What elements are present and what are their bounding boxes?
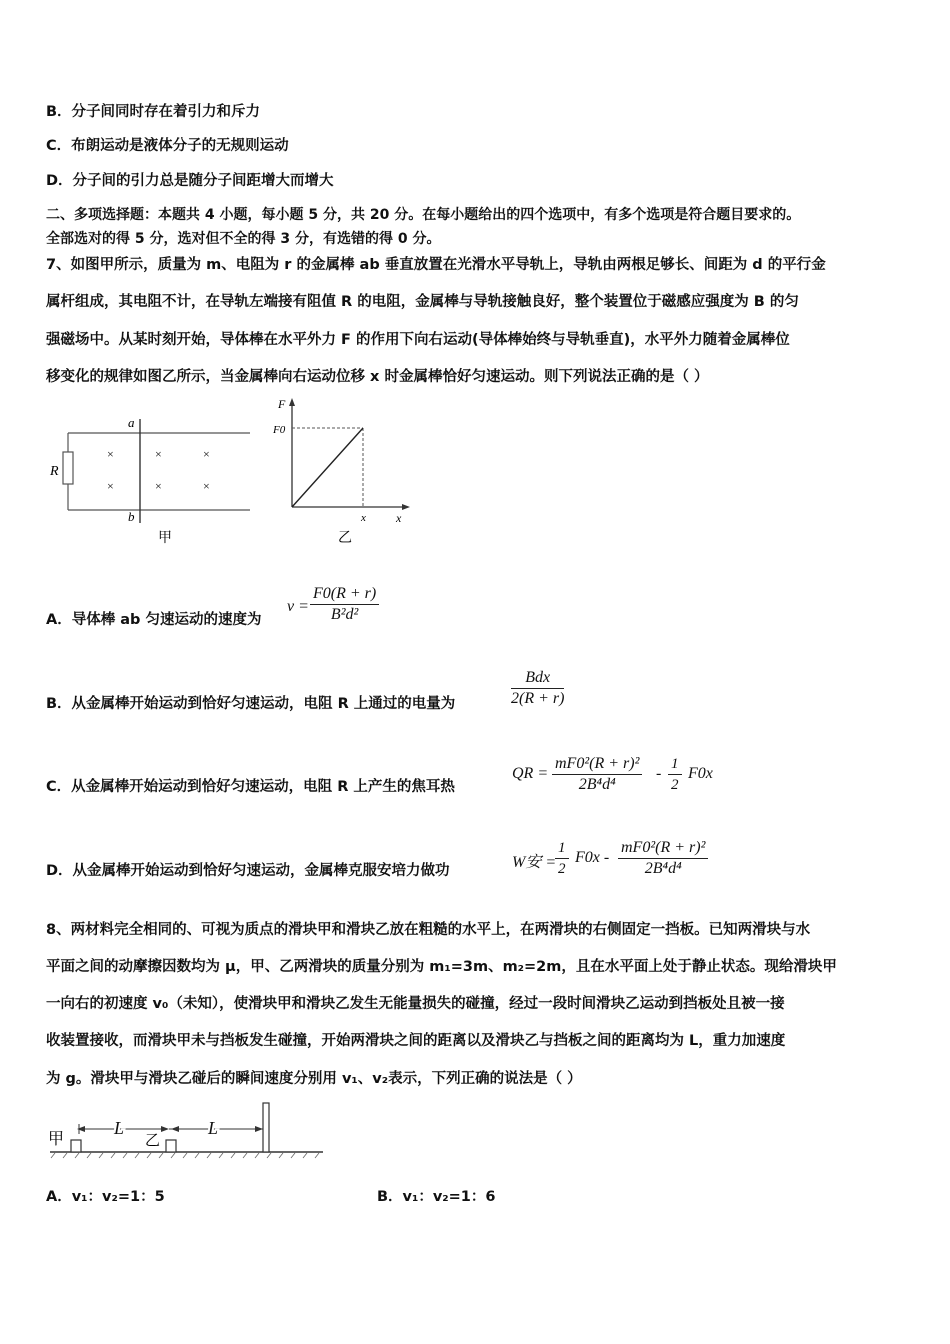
- q7-option-c-fraction: [552, 754, 642, 795]
- section-header-line2: 全部选对的得 5 分，选对但不全的得 3 分，有选错的得 0 分。: [46, 231, 441, 247]
- label-r: R: [50, 464, 59, 479]
- fraction-denominator: 2(R + r): [511, 690, 565, 707]
- q6-option-c: C．布朗运动是液体分子的无规则运动: [46, 138, 289, 154]
- q7-stem-line4: 移变化的规律如图乙所示，当金属棒向右运动位移 x 时金属棒恰好匀速运动。则下列说法正确的是（ ）: [46, 369, 709, 385]
- q7-option-b-fraction: [511, 668, 564, 709]
- fraction-numerator: mF0²(R + r)²: [552, 754, 642, 775]
- q7-option-d-mid: F0x -: [575, 849, 610, 866]
- q7-option-c-half: [668, 754, 682, 795]
- field-mark: ×: [203, 447, 210, 461]
- fraction-numerator: Bdx: [511, 668, 564, 689]
- q7-option-d-lhs: W安 =: [512, 854, 557, 871]
- resistor-symbol: [63, 452, 73, 484]
- fraction-numerator: mF0²(R + r)²: [618, 838, 708, 859]
- q7-option-c-text: C．从金属棒开始运动到恰好匀速运动，电阻 R 上产生的焦耳热: [46, 779, 455, 795]
- q8-stem-line3: 一向右的初速度 v₀（未知），使滑块甲和滑块乙发生无能量损失的碰撞，经过一段时间滑块乙运动到挡板处且被一接: [46, 996, 785, 1012]
- distance-label-l2: L: [208, 1118, 219, 1138]
- slider-jia: [71, 1140, 81, 1152]
- fraction-numerator: F0(R + r): [310, 584, 379, 605]
- distance-label-l1: L: [114, 1118, 125, 1138]
- q8-option-b: B．v₁：v₂=1：6: [377, 1189, 496, 1205]
- field-mark: ×: [155, 479, 162, 493]
- q7-option-a-lhs: v =: [287, 598, 309, 615]
- fraction-denominator: 2B⁴d⁴: [644, 860, 682, 877]
- fraction-denominator: 2: [671, 777, 679, 793]
- caption-yi: 乙: [338, 531, 352, 546]
- force-line: [292, 428, 363, 507]
- fraction-denominator: 2B⁴d⁴: [578, 776, 616, 793]
- q7-option-b-text: B．从金属棒开始运动到恰好匀速运动，电阻 R 上通过的电量为: [46, 696, 456, 712]
- q6-option-d: D．分子间的引力总是随分子间距增大而增大: [46, 173, 334, 189]
- q7-option-c-tail: F0x: [688, 765, 713, 782]
- baffle: [263, 1103, 269, 1152]
- q7-stem-line3: 强磁场中。从某时刻开始，导体棒在水平外力 F 的作用下向右运动(导体棒始终与导轨垂直)，水平外力随着金属棒位: [46, 332, 790, 348]
- q8-option-a: A．v₁：v₂=1：5: [46, 1189, 165, 1205]
- q7-option-d-text: D．从金属棒开始运动到恰好匀速运动，金属棒克服安培力做功: [46, 863, 450, 879]
- q7-option-a-fraction: [310, 584, 379, 625]
- field-mark: ×: [107, 447, 114, 461]
- axis-f-label: F: [278, 397, 286, 411]
- fraction-numerator: 1: [555, 838, 569, 859]
- label-yi: 乙: [145, 1133, 161, 1149]
- q8-stem-line1: 8、两材料完全相同的、可视为质点的滑块甲和滑块乙放在粗糙的水平上，在两滑块的右侧固定一挡板。已知两滑块与水: [46, 922, 811, 938]
- field-mark: ×: [107, 479, 114, 493]
- axis-x-label: x: [396, 511, 402, 525]
- figure-yi: [270, 395, 415, 550]
- q8-stem-line2: 平面之间的动摩擦因数均为 μ，甲、乙两滑块的质量分别为 m₁=3m、m₂=2m，且在水平面上处于静止状态。现给滑块甲: [46, 959, 837, 975]
- fraction-denominator: 2: [558, 861, 566, 877]
- section-header-line1: 二、多项选择题：本题共 4 小题，每小题 5 分，共 20 分。在每小题给出的四个选项中，有多个选项是符合题目要求的。: [46, 207, 801, 223]
- figure-sliders: [45, 1098, 330, 1160]
- slider-yi: [166, 1140, 176, 1152]
- caption-jia: 甲: [158, 531, 172, 546]
- field-mark: ×: [155, 447, 162, 461]
- q7-option-d-half: [555, 838, 569, 879]
- field-mark: ×: [203, 479, 210, 493]
- x-tick-label: x: [361, 512, 366, 524]
- fraction-denominator: B²d²: [330, 606, 359, 623]
- f0-label: F0: [273, 424, 286, 436]
- q6-option-b: B．分子间同时存在着引力和斥力: [46, 104, 261, 120]
- q7-option-d-fraction: [618, 838, 708, 879]
- q8-stem-line4: 收装置接收，而滑块甲未与挡板发生碰撞，开始两滑块之间的距离以及滑块乙与挡板之间的距离均为 L，重力加速度: [46, 1033, 786, 1049]
- label-b: b: [128, 509, 135, 524]
- q7-stem-line1: 7、如图甲所示，质量为 m、电阻为 r 的金属棒 ab 垂直放置在光滑水平导轨上，导轨由两根足够长、间距为 d 的平行金: [46, 257, 826, 273]
- label-jia: 甲: [48, 1131, 65, 1148]
- q8-stem-line5: 为 g。滑块甲与滑块乙碰后的瞬间速度分别用 v₁、v₂表示，下列正确的说法是（ ）: [46, 1071, 582, 1087]
- q7-stem-line2: 属杆组成，其电阻不计，在导轨左端接有阻值 R 的电阻，金属棒与导轨接触良好，整个装置位于磁感应强度为 B 的匀: [46, 294, 799, 310]
- figure-jia: [40, 405, 260, 550]
- q7-option-c-minus: -: [656, 765, 662, 782]
- fraction-numerator: 1: [668, 754, 682, 775]
- label-a: a: [128, 415, 135, 430]
- q7-option-a-text: A．导体棒 ab 匀速运动的速度为: [46, 612, 262, 628]
- q7-option-c-lhs: QR =: [512, 765, 549, 782]
